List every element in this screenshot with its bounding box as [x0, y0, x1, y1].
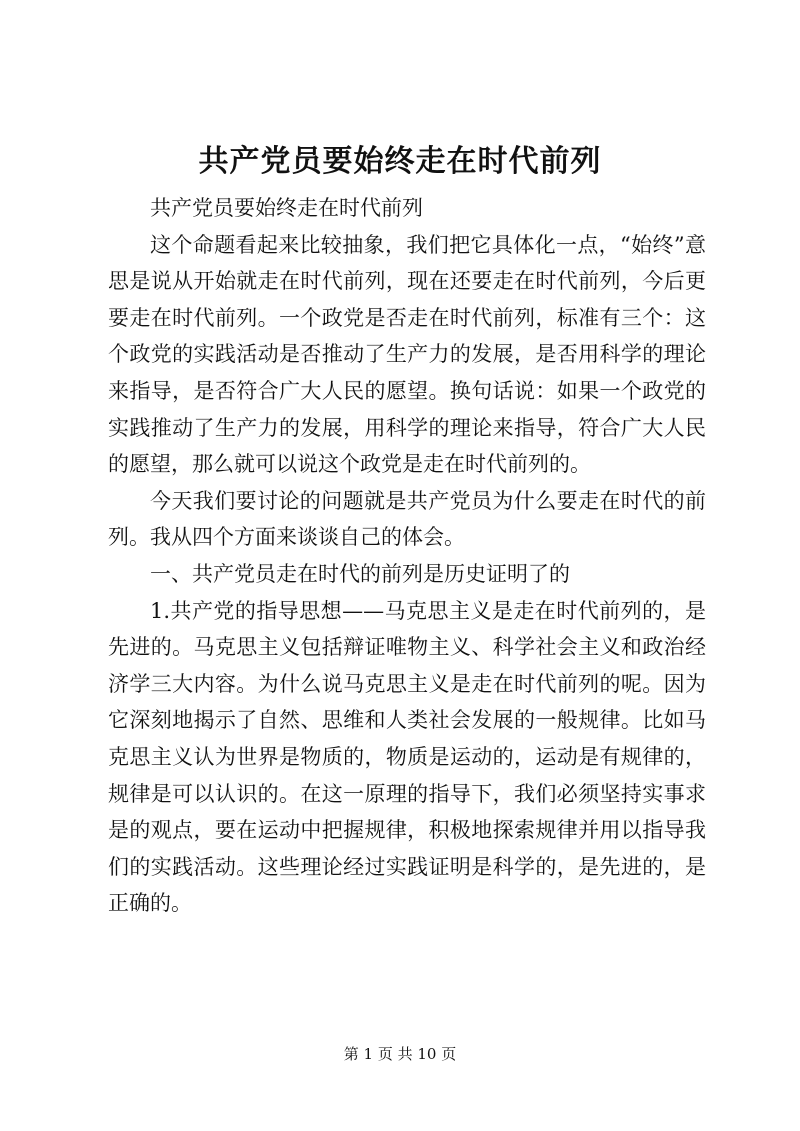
paragraph-topic: 今天我们要讨论的问题就是共产党员为什么要走在时代的前列。我从四个方面来谈谈自己的体会。 — [108, 488, 706, 550]
section-heading-one: 一、共产党员走在时代的前列是历史证明了的 — [150, 561, 570, 586]
document-title: 共产党员要始终走在时代前列 — [198, 144, 602, 179]
paragraph-point-one: 1.共产党的指导思想——马克思主义是走在时代前列的，是先进的。马克思主义包括辩证唯物主义、科学社会主义和政治经济学三大内容。为什么说马克思主义是走在时代前列的呢。因为它深刻地揭示了自然、思维和人类社会发展的一般规律。比如马克思主义认为世界是物质的，物质是运动的，运动是有规律的，规律是可以认识的。在这一原理的指导下，我们必须坚持实事求是的观点，要在运动中把握规律，积极地探索规律并用以指导我们的实践活动。这些理论经过实践证明是科学的，是先进的，是正确的。 — [108, 598, 706, 916]
paragraph-subtitle: 共产党员要始终走在时代前列 — [150, 196, 423, 220]
page-footer: 第 1 页 共 10 页 — [343, 1045, 457, 1063]
paragraph-intro: 这个命题看起来比较抽象，我们把它具体化一点，“始终”意思是说从开始就走在时代前列，现在还要走在时代前列，今后更要走在时代前列。一个政党是否走在时代前列，标准有三个：这个政党的实践活动是否推动了生产力的发展，是否用科学的理论来指导，是否符合广大人民的愿望。换句话说：如果一个政党的实践推动了生产力的发展，用科学的理论来指导，符合广大人民的愿望，那么就可以说这个政党是走在时代前列的。 — [108, 232, 706, 477]
document-body — [108, 190, 706, 922]
